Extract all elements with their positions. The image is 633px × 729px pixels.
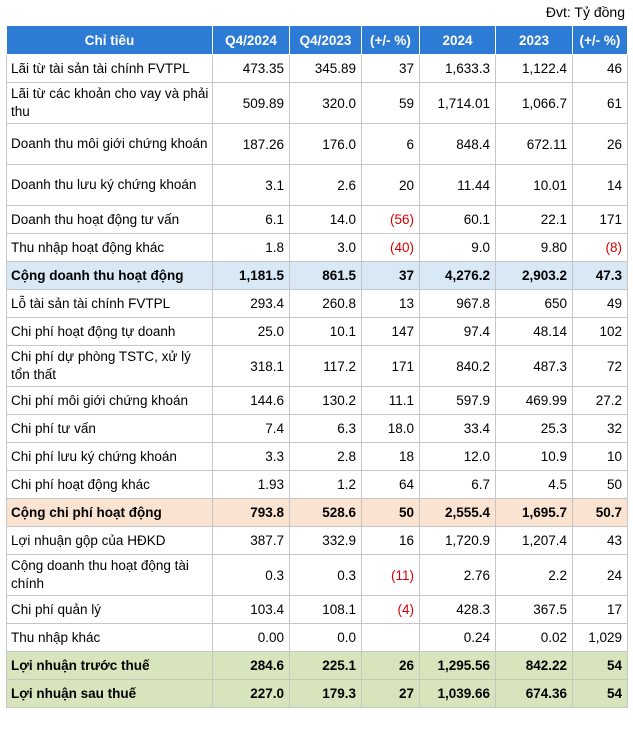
value-q4-2023-cell: 179.3 [290, 680, 362, 708]
table-row [7, 262, 628, 290]
table-row [7, 124, 628, 165]
value-2024-cell: 1,039.66 [420, 680, 496, 708]
change-year-cell: 10 [573, 443, 628, 471]
value-q4-2024-cell: 187.26 [213, 124, 290, 165]
value-q4-2024-cell: 3.3 [213, 443, 290, 471]
value-2023-cell: 650 [496, 290, 573, 318]
table-row [7, 680, 628, 708]
row-label: Chi phí quản lý [7, 596, 213, 624]
change-year-cell: 171 [573, 206, 628, 234]
table-row [7, 290, 628, 318]
value-q4-2024-cell: 6.1 [213, 206, 290, 234]
table-row [7, 415, 628, 443]
change-year-cell: 32 [573, 415, 628, 443]
column-header-quarter-change: (+/- %) [362, 26, 420, 55]
value-2024-cell: 33.4 [420, 415, 496, 443]
change-quarter-cell: 37 [362, 262, 420, 290]
table-row [7, 499, 628, 527]
table-row [7, 387, 628, 415]
financial-table [6, 25, 628, 708]
table-row [7, 471, 628, 499]
value-2024-cell: 2,555.4 [420, 499, 496, 527]
row-label: Thu nhập hoạt động khác [7, 234, 213, 262]
change-quarter-cell: 171 [362, 346, 420, 387]
value-q4-2024-cell: 793.8 [213, 499, 290, 527]
value-2024-cell: 967.8 [420, 290, 496, 318]
value-q4-2024-cell: 1.8 [213, 234, 290, 262]
value-q4-2024-cell: 387.7 [213, 527, 290, 555]
value-q4-2023-cell: 0.0 [290, 624, 362, 652]
value-q4-2023-cell: 6.3 [290, 415, 362, 443]
change-year-cell: (8) [573, 234, 628, 262]
row-label: Chi phí môi giới chứng khoán [7, 387, 213, 415]
table-row [7, 652, 628, 680]
value-2023-cell: 9.80 [496, 234, 573, 262]
value-2023-cell: 842.22 [496, 652, 573, 680]
change-quarter-cell: 16 [362, 527, 420, 555]
value-q4-2024-cell: 144.6 [213, 387, 290, 415]
value-q4-2023-cell: 2.8 [290, 443, 362, 471]
row-label: Chi phí tư vấn [7, 415, 213, 443]
value-2023-cell: 48.14 [496, 318, 573, 346]
change-year-cell: 50.7 [573, 499, 628, 527]
value-2023-cell: 10.9 [496, 443, 573, 471]
row-label: Doanh thu môi giới chứng khoán [7, 124, 213, 165]
change-quarter-cell: 26 [362, 652, 420, 680]
row-label: Chi phí lưu ký chứng khoán [7, 443, 213, 471]
value-q4-2023-cell: 332.9 [290, 527, 362, 555]
value-2023-cell: 25.3 [496, 415, 573, 443]
table-row [7, 624, 628, 652]
change-year-cell: 24 [573, 555, 628, 596]
value-q4-2023-cell: 320.0 [290, 83, 362, 124]
value-q4-2023-cell: 14.0 [290, 206, 362, 234]
value-2023-cell: 1,207.4 [496, 527, 573, 555]
change-quarter-cell: 13 [362, 290, 420, 318]
row-label: Doanh thu lưu ký chứng khoán [7, 165, 213, 206]
value-2023-cell: 367.5 [496, 596, 573, 624]
row-label: Lợi nhuận trước thuế [7, 652, 213, 680]
change-year-cell: 54 [573, 652, 628, 680]
value-2024-cell: 6.7 [420, 471, 496, 499]
table-row [7, 527, 628, 555]
value-2024-cell: 840.2 [420, 346, 496, 387]
value-2024-cell: 60.1 [420, 206, 496, 234]
change-quarter-cell: 6 [362, 124, 420, 165]
value-2023-cell: 2.2 [496, 555, 573, 596]
value-2024-cell: 597.9 [420, 387, 496, 415]
value-q4-2024-cell: 103.4 [213, 596, 290, 624]
change-quarter-cell: 20 [362, 165, 420, 206]
value-2024-cell: 1,633.3 [420, 55, 496, 83]
column-header-indicator: Chỉ tiêu [7, 26, 213, 55]
change-quarter-cell: 147 [362, 318, 420, 346]
table-row [7, 596, 628, 624]
change-year-cell: 43 [573, 527, 628, 555]
column-header-2023: 2023 [496, 26, 573, 55]
value-q4-2024-cell: 509.89 [213, 83, 290, 124]
value-2024-cell: 4,276.2 [420, 262, 496, 290]
table-row [7, 318, 628, 346]
value-q4-2024-cell: 1.93 [213, 471, 290, 499]
value-q4-2023-cell: 2.6 [290, 165, 362, 206]
row-label: Lợi nhuận gộp của HĐKD [7, 527, 213, 555]
change-year-cell: 17 [573, 596, 628, 624]
row-label: Lãi từ tài sản tài chính FVTPL [7, 55, 213, 83]
value-q4-2024-cell: 7.4 [213, 415, 290, 443]
unit-note: Đvt: Tỷ đồng [545, 4, 625, 20]
value-q4-2023-cell: 225.1 [290, 652, 362, 680]
change-quarter-cell: (56) [362, 206, 420, 234]
value-q4-2023-cell: 0.3 [290, 555, 362, 596]
value-q4-2024-cell: 0.3 [213, 555, 290, 596]
value-2023-cell: 4.5 [496, 471, 573, 499]
change-year-cell: 14 [573, 165, 628, 206]
change-year-cell: 102 [573, 318, 628, 346]
value-2024-cell: 428.3 [420, 596, 496, 624]
change-year-cell: 54 [573, 680, 628, 708]
column-header-year-change: (+/- %) [573, 26, 628, 55]
change-quarter-cell: 37 [362, 55, 420, 83]
row-label: Cộng chi phí hoạt động [7, 499, 213, 527]
change-year-cell: 1,029 [573, 624, 628, 652]
value-2024-cell: 848.4 [420, 124, 496, 165]
row-label: Lãi từ các khoản cho vay và phải thu [7, 83, 213, 124]
value-q4-2024-cell: 293.4 [213, 290, 290, 318]
value-2023-cell: 1,122.4 [496, 55, 573, 83]
value-2023-cell: 469.99 [496, 387, 573, 415]
value-2023-cell: 674.36 [496, 680, 573, 708]
value-q4-2024-cell: 227.0 [213, 680, 290, 708]
value-2023-cell: 0.02 [496, 624, 573, 652]
value-2024-cell: 2.76 [420, 555, 496, 596]
table-row [7, 165, 628, 206]
value-q4-2024-cell: 473.35 [213, 55, 290, 83]
change-quarter-cell: (4) [362, 596, 420, 624]
value-q4-2023-cell: 130.2 [290, 387, 362, 415]
column-header-q4-2023: Q4/2023 [290, 26, 362, 55]
change-quarter-cell: 59 [362, 83, 420, 124]
row-label: Chi phí dự phòng TSTC, xử lý tổn thất [7, 346, 213, 387]
value-2023-cell: 672.11 [496, 124, 573, 165]
change-year-cell: 61 [573, 83, 628, 124]
value-q4-2024-cell: 0.00 [213, 624, 290, 652]
row-label: Thu nhập khác [7, 624, 213, 652]
row-label: Doanh thu hoạt động tư vấn [7, 206, 213, 234]
value-2024-cell: 1,295.56 [420, 652, 496, 680]
table-row [7, 555, 628, 596]
change-quarter-cell: 64 [362, 471, 420, 499]
value-2024-cell: 12.0 [420, 443, 496, 471]
value-q4-2023-cell: 528.6 [290, 499, 362, 527]
value-2024-cell: 1,720.9 [420, 527, 496, 555]
change-year-cell: 27.2 [573, 387, 628, 415]
value-q4-2023-cell: 861.5 [290, 262, 362, 290]
value-q4-2024-cell: 3.1 [213, 165, 290, 206]
row-label: Chi phí hoạt động khác [7, 471, 213, 499]
value-2023-cell: 1,066.7 [496, 83, 573, 124]
column-header-2024: 2024 [420, 26, 496, 55]
change-quarter-cell [362, 624, 420, 652]
change-year-cell: 72 [573, 346, 628, 387]
table-row [7, 443, 628, 471]
change-quarter-cell: (11) [362, 555, 420, 596]
row-label: Lỗ tài sản tài chính FVTPL [7, 290, 213, 318]
column-header-q4-2024: Q4/2024 [213, 26, 290, 55]
row-label: Chi phí hoạt động tự doanh [7, 318, 213, 346]
change-year-cell: 50 [573, 471, 628, 499]
value-q4-2024-cell: 25.0 [213, 318, 290, 346]
table-body [7, 55, 628, 708]
change-year-cell: 46 [573, 55, 628, 83]
change-quarter-cell: 18 [362, 443, 420, 471]
value-q4-2024-cell: 284.6 [213, 652, 290, 680]
value-q4-2023-cell: 1.2 [290, 471, 362, 499]
value-2023-cell: 1,695.7 [496, 499, 573, 527]
change-quarter-cell: (40) [362, 234, 420, 262]
change-quarter-cell: 18.0 [362, 415, 420, 443]
row-label: Cộng doanh thu hoạt động tài chính [7, 555, 213, 596]
value-q4-2023-cell: 10.1 [290, 318, 362, 346]
value-2023-cell: 2,903.2 [496, 262, 573, 290]
change-year-cell: 47.3 [573, 262, 628, 290]
value-2024-cell: 97.4 [420, 318, 496, 346]
table-header-row [7, 26, 628, 55]
table-row [7, 346, 628, 387]
row-label: Cộng doanh thu hoạt động [7, 262, 213, 290]
change-quarter-cell: 50 [362, 499, 420, 527]
table-row [7, 55, 628, 83]
change-quarter-cell: 27 [362, 680, 420, 708]
change-quarter-cell: 11.1 [362, 387, 420, 415]
value-q4-2023-cell: 260.8 [290, 290, 362, 318]
change-year-cell: 49 [573, 290, 628, 318]
value-2023-cell: 487.3 [496, 346, 573, 387]
value-q4-2023-cell: 117.2 [290, 346, 362, 387]
change-year-cell: 26 [573, 124, 628, 165]
value-q4-2023-cell: 108.1 [290, 596, 362, 624]
value-2023-cell: 22.1 [496, 206, 573, 234]
table-row [7, 83, 628, 124]
table-row [7, 206, 628, 234]
value-q4-2023-cell: 176.0 [290, 124, 362, 165]
value-q4-2024-cell: 318.1 [213, 346, 290, 387]
value-2024-cell: 9.0 [420, 234, 496, 262]
value-2024-cell: 11.44 [420, 165, 496, 206]
value-q4-2023-cell: 345.89 [290, 55, 362, 83]
value-2023-cell: 10.01 [496, 165, 573, 206]
value-2024-cell: 0.24 [420, 624, 496, 652]
row-label: Lợi nhuận sau thuế [7, 680, 213, 708]
value-q4-2023-cell: 3.0 [290, 234, 362, 262]
table-row [7, 234, 628, 262]
value-2024-cell: 1,714.01 [420, 83, 496, 124]
value-q4-2024-cell: 1,181.5 [213, 262, 290, 290]
